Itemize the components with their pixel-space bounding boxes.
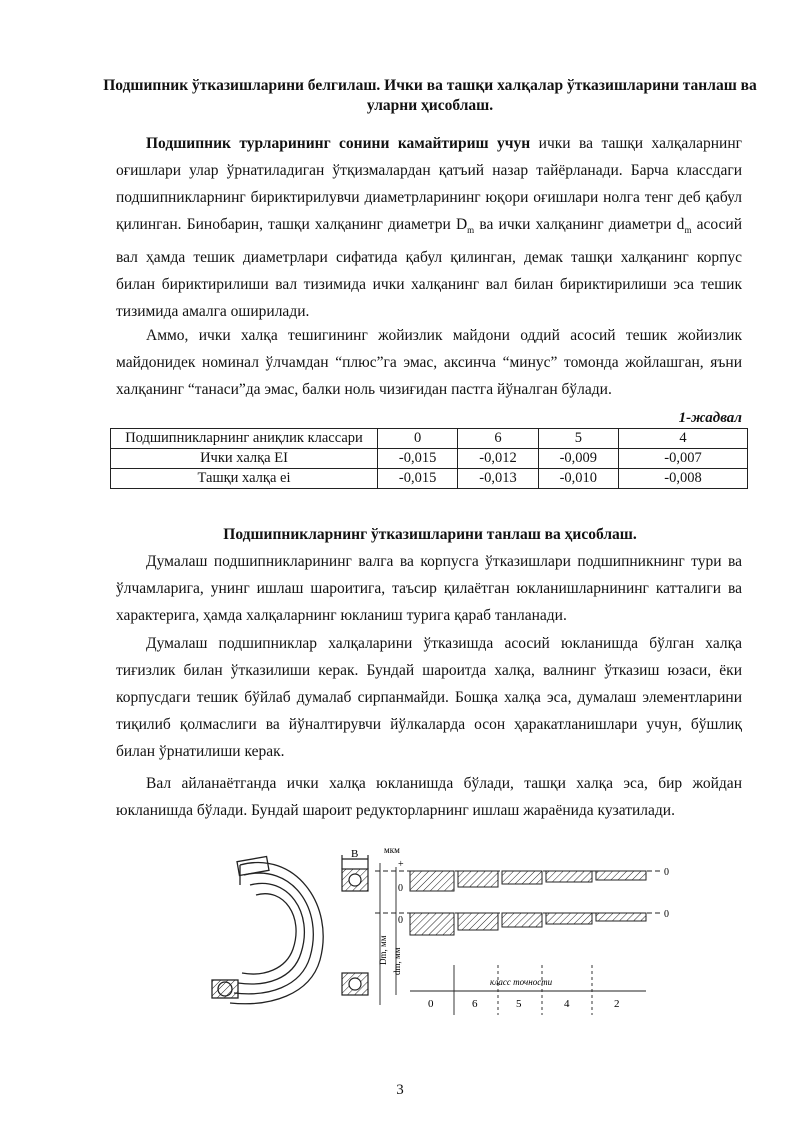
subscript-m-outer: m [467, 225, 475, 236]
table-header-cell: 5 [538, 429, 618, 449]
paragraph-1-text-a: ички ва ташқи халқаларнинг оғишлари улар ўрнатиладиган ўтқизмалардан қатъий назар тайёрланади. Барча классдаги подшипникларнинг бириктирилувчи диаметрларининг юқори оғишлари нолга тенг деб қабул қилинган. Бинобарин, ташқи халқанинг диаметри D [116, 135, 742, 233]
class-label: 4 [564, 998, 570, 1010]
class-axis-label: класс точности [490, 977, 553, 987]
label-zero-axis-mid: 0 [398, 915, 403, 926]
table-header-cell: 4 [619, 429, 748, 449]
page-number: 3 [396, 1082, 404, 1098]
paragraph-1-lead: Подшипник турларининг сонини камайтириш учун [146, 135, 531, 152]
class-label: 2 [614, 998, 620, 1010]
bearing-sketch [212, 857, 323, 1004]
table-cell: Ички халқа EI [111, 449, 378, 469]
table-cell: -0,007 [619, 449, 748, 469]
class-label: 6 [472, 998, 478, 1010]
class-label: 5 [516, 998, 522, 1010]
zero-line-label-mid: 0 [664, 909, 669, 920]
label-zero-axis-top: 0 [398, 883, 403, 894]
table-cell: -0,013 [458, 469, 538, 489]
table-cell: -0,009 [538, 449, 618, 469]
paragraph-1-text-c: асосий вал ҳамда тешик диаметрлари сифатида қабул қилинган, демак ташқи халқанинг корпус билан бириктирилиши вал тизимида ички халқанинг вал билан бириктирилиши эса тешик тизимида амалга оширилади. [116, 216, 742, 321]
paragraph-1-text-b: ва ички халқанинг диаметри d [474, 216, 685, 233]
table-cell: -0,008 [619, 469, 748, 489]
table-header-cell: 0 [378, 429, 458, 449]
paragraph-2: Аммо, ички халқа тешигининг жойизлик майдони оддий асосий тешик жойизлик майдонидек номинал ўлчамдан “плюс”га эмас, аксинча “минус” томонда жойлашган, яъни халқанинг “танаси”да эмас, балки ноль чизиғидан пастга йўналган бўлади. [116, 327, 742, 398]
zero-line-label-top: 0 [664, 867, 669, 878]
table-header-cell: 6 [458, 429, 538, 449]
table-row [111, 449, 748, 469]
paragraph-3: Думалаш подшипникларининг валга ва корпусга ўтказишлари подшипникнинг тури ва ўлчамларига, унинг ишлаш шароитига, таъсир қилаётган юкланишларнининг катталиги ва характерига, ҳамда халқаларнинг юкланиш турига қараб танланади. [116, 553, 742, 624]
table-row [111, 469, 748, 489]
bearing-tolerance-figure [200, 845, 670, 1025]
label-dm-inner: dm, мм [392, 947, 402, 975]
paragraph-5: Вал айланаётганда ички халқа юкланишда бўлади, ташқи халқа эса, бир жойдан юкланишда бўлади. Бундай шароит редукторларнинг ишлаш жараёнида кузатилади. [116, 775, 742, 819]
table-cell: Ташқи халқа ei [111, 469, 378, 489]
section-heading: Подшипникларнинг ўтказишларини танлаш ва ҳисоблаш. [223, 526, 637, 543]
bearing-section [342, 855, 368, 995]
subscript-m-inner: m [684, 225, 692, 236]
table-cell: -0,010 [538, 469, 618, 489]
tolerance-table [110, 428, 748, 489]
paragraph-1 [116, 130, 742, 325]
table-cell: -0,012 [458, 449, 538, 469]
table-header-row [111, 429, 748, 449]
label-b: B [351, 848, 359, 860]
tolerance-zones [410, 871, 646, 935]
paragraph-4: Думалаш подшипниклар халқаларини ўтказишда асосий юкланишда бўлган халқа тиғизлик билан ўтказилиши керак. Бундай шароитда халқа, валнинг ўтказиш юзаси, ёки корпусдаги тешик бўйлаб думалаб сирпанмайди. Бошқа халқа эса, думалаш элементларини тиқилиб қолмаслиги ва йўналтирувчи йўлкаларда осон ҳаракатланишлари учун, бўшлиқ билан ўрнатилиши керак. [116, 635, 742, 760]
class-label: 0 [428, 998, 434, 1010]
table-header-cell: Подшипникларнинг аниқлик классари [111, 429, 378, 449]
label-mkm: мкм [384, 845, 400, 855]
label-plus: + [398, 859, 404, 870]
table-cell: -0,015 [378, 469, 458, 489]
label-dm-outer: Dm, мм [378, 935, 388, 965]
table-cell: -0,015 [378, 449, 458, 469]
page-title: Подшипник ўтказишларини белгилаш. Ички ва ташқи халқалар ўтказишларини танлаш ва уларни ҳисоблаш. [103, 77, 757, 114]
table-caption: 1-жадвал [678, 410, 742, 426]
class-axis [410, 965, 646, 1015]
